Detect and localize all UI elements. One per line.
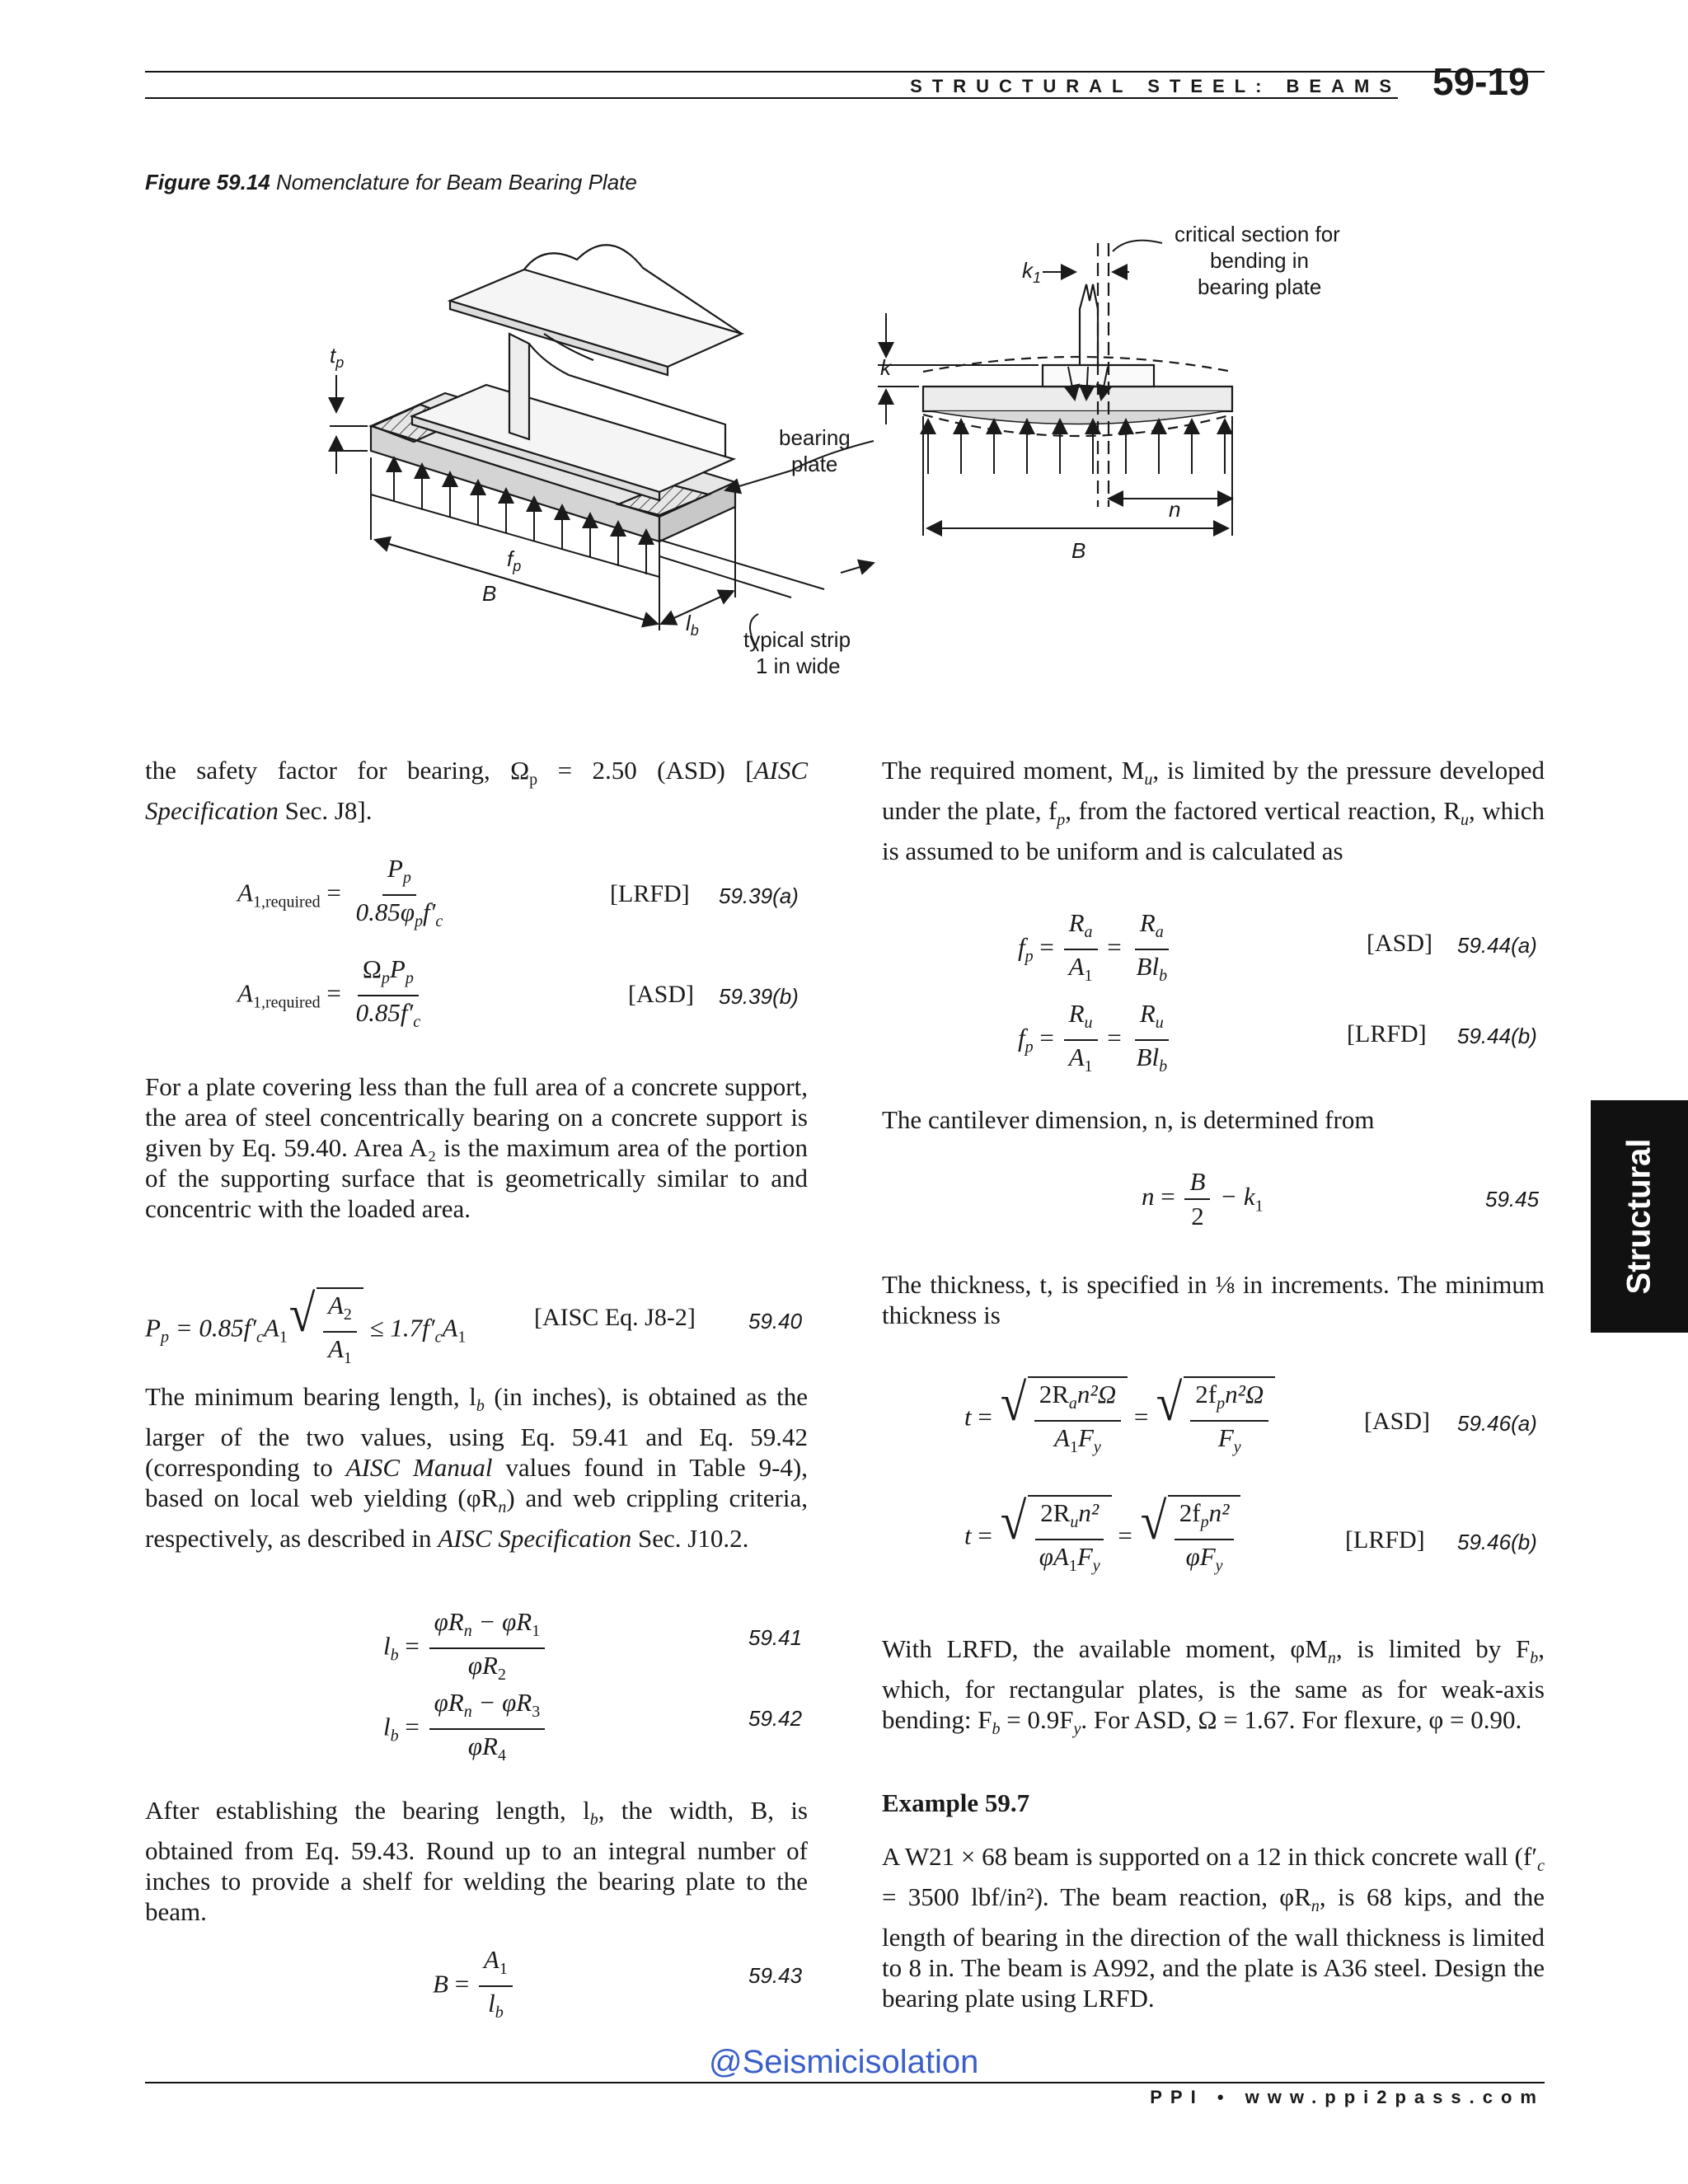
left-paragraph-1: the safety factor for bearing, $\Omega_p = 2.50$ (ASD) [AISC Specification Sec. J8]. bbox=[145, 756, 809, 826]
equation-59-44a: $f_p$ = $\frac{R_a}{A_1}$ = $\frac{R_a}{Bl_b}$ bbox=[1018, 908, 1168, 986]
example-text: A W21 × 68 beam is supported on a 12 in thick concrete wall ($f'_c = 3500$ lbf/in²). The beam reaction, $\varphi R_n$, is 68 kips, and the length of bearing in the direction of the wall thickness is limited to 8 in. The beam is A992, and the plate is A36 steel. Design the bearing plate using LRFD. bbox=[882, 1842, 1545, 2013]
watermark: @Seismicisolation bbox=[709, 2044, 979, 2080]
label-B-left: B bbox=[482, 581, 497, 606]
label-k: k bbox=[880, 355, 891, 380]
eq-59-43-number: 59.43 bbox=[748, 1963, 803, 1988]
label-critical-1: critical section for bbox=[1175, 222, 1340, 246]
section-side-tab bbox=[1591, 1100, 1688, 1333]
right-paragraph-4: With LRFD, the available moment, $\varphi M_n$, is limited by $F_b$, which, for rectangular plates, is the same as for weak-axis bending: $F_b = 0.9F_y$. For ASD, Ω = 1.67. For flexure, φ = 0.90. bbox=[882, 1634, 1545, 1739]
figure-label: Figure 59.14 bbox=[145, 170, 270, 194]
eq-59-45-number: 59.45 bbox=[1485, 1187, 1540, 1212]
label-typical-strip-1: typical strip bbox=[743, 627, 851, 652]
label-k1: $k_1$ bbox=[1022, 258, 1042, 286]
equation-59-40: $P_p = 0.85f'_cA_1$ √ $\frac{A_2}{A_1}$ ≤ $1.7f'_cA_1$ bbox=[145, 1287, 466, 1373]
eq-59-39a-tag: [LRFD] bbox=[610, 880, 690, 907]
header-rule-bottom bbox=[145, 97, 1398, 99]
eq-59-44a-tag: [ASD] bbox=[1367, 930, 1432, 957]
label-fp: $f_p$ bbox=[507, 546, 522, 574]
eq-59-46a-number: 59.46(a) bbox=[1457, 1411, 1537, 1436]
left-paragraph-2: For a plate covering less than the full area of a concrete support, the area of steel concentrically bearing on a concrete support is given by Eq. 59.40. Area A₂ is the maximum area of the portion of the supporting surface that is geometrically similar to and concentric with the loaded area. bbox=[145, 1072, 808, 1223]
side-tab-label: Structural bbox=[1620, 1138, 1658, 1295]
label-B-right: B bbox=[1071, 538, 1086, 563]
footer-rule bbox=[145, 2082, 1545, 2083]
right-paragraph-3: The thickness, t, is specified in ⅛ in increments. The minimum thickness is bbox=[882, 1270, 1545, 1329]
eq-59-40-number: 59.40 bbox=[748, 1309, 803, 1333]
label-n: n bbox=[1169, 497, 1181, 522]
footer-url: PPI • www.ppi2pass.com bbox=[1150, 2087, 1545, 2107]
label-tp: $t_p$ bbox=[330, 343, 345, 371]
eq-59-44b-tag: [LRFD] bbox=[1347, 1020, 1427, 1047]
equation-59-39a: $A_{1,required}$ = $\frac{P_p}{0.85\varphi_pf'_c}$ bbox=[237, 854, 443, 931]
running-header: STRUCTURAL STEEL: BEAMS bbox=[910, 76, 1401, 96]
eq-59-44a-number: 59.44(a) bbox=[1457, 933, 1537, 958]
eq-59-40-tag: [AISC Eq. J8-2] bbox=[534, 1304, 696, 1331]
example-title: Example 59.7 bbox=[882, 1788, 1030, 1817]
figure-caption bbox=[145, 170, 637, 195]
eq-59-39b-tag: [ASD] bbox=[628, 981, 694, 1008]
equation-59-43: B = $\frac{A_1}{l_b}$ bbox=[433, 1945, 516, 2027]
bearing-section-detail bbox=[923, 243, 1232, 507]
right-paragraph-2: The cantilever dimension, n, is determined from bbox=[882, 1105, 1375, 1134]
equation-59-46b: t = √ $\frac{2R_un^2}{\varphi A_1F_y}$ = √ $\frac{2f_pn^2}{\varphi F_y}$ bbox=[964, 1495, 1240, 1581]
page-number: 59-19 bbox=[1432, 60, 1530, 103]
eq-59-42-number: 59.42 bbox=[748, 1706, 803, 1731]
left-paragraph-4: After establishing the bearing length, $l_b$, the width, B, is obtained from Eq. 59.43. Round up to an integral number of inches to provide a shelf for welding the bearing plate to the beam. bbox=[145, 1796, 808, 1927]
label-critical-3: bearing plate bbox=[1198, 274, 1322, 299]
equation-59-46a: t = √ $\frac{2R_an^2\Omega}{A_1F_y}$ = √ $\frac{2f_pn^2\Omega}{F_y}$ bbox=[964, 1376, 1275, 1462]
label-critical-2: bending in bbox=[1210, 248, 1309, 273]
label-lb: $l_b$ bbox=[686, 611, 699, 639]
eq-59-39b-number: 59.39(b) bbox=[719, 984, 799, 1009]
beam-isometric bbox=[371, 245, 742, 541]
label-bearing-plate-2: plate bbox=[791, 452, 838, 476]
label-typical-strip-2: 1 in wide bbox=[756, 654, 841, 678]
eq-59-46b-tag: [LRFD] bbox=[1345, 1526, 1425, 1554]
right-paragraph-1: The required moment, $M_u$, is limited by the pressure developed under the plate, $f_p$, from the factored vertical reaction, $R_u$, which is assumed to be uniform and is calculated as bbox=[882, 756, 1545, 866]
equation-59-41: $l_b$ = $\frac{\varphi R_n - \varphi R_1}{\varphi R_2}$ bbox=[383, 1607, 548, 1690]
label-bearing-plate-1: bearing bbox=[779, 425, 851, 450]
eq-59-44b-number: 59.44(b) bbox=[1457, 1024, 1537, 1048]
equation-59-44b: $f_p$ = $\frac{R_u}{A_1}$ = $\frac{R_u}{Bl_b}$ bbox=[1018, 999, 1168, 1076]
bearing-plate-figure bbox=[297, 210, 1393, 688]
eq-59-46a-tag: [ASD] bbox=[1364, 1408, 1430, 1435]
figure-caption-text: Nomenclature for Beam Bearing Plate bbox=[275, 170, 637, 194]
left-paragraph-3: The minimum bearing length, $l_b$ (in inches), is obtained as the larger of the two values, using Eq. 59.41 and Eq. 59.42 (corresponding to AISC Manual values found in Table 9-4), based on local web yielding $(\varphi R_n)$ and web crippling criteria, respectively, as described in AISC Specification Sec. J10.2. bbox=[145, 1382, 809, 1554]
equation-59-39b: $A_{1,required}$ = $\frac{\Omega_pP_p}{0.85f'_c}$ bbox=[237, 954, 421, 1032]
header-rule-top bbox=[145, 71, 1545, 73]
equation-59-42: $l_b$ = $\frac{\varphi R_n - \varphi R_3}{\varphi R_4}$ bbox=[383, 1688, 548, 1770]
eq-59-41-number: 59.41 bbox=[748, 1625, 803, 1650]
eq-59-46b-number: 59.46(b) bbox=[1457, 1530, 1537, 1554]
equation-59-45: n = $\frac{B}{2}$ − $k_1$ bbox=[1142, 1167, 1264, 1230]
eq-59-39a-number: 59.39(a) bbox=[719, 883, 799, 908]
